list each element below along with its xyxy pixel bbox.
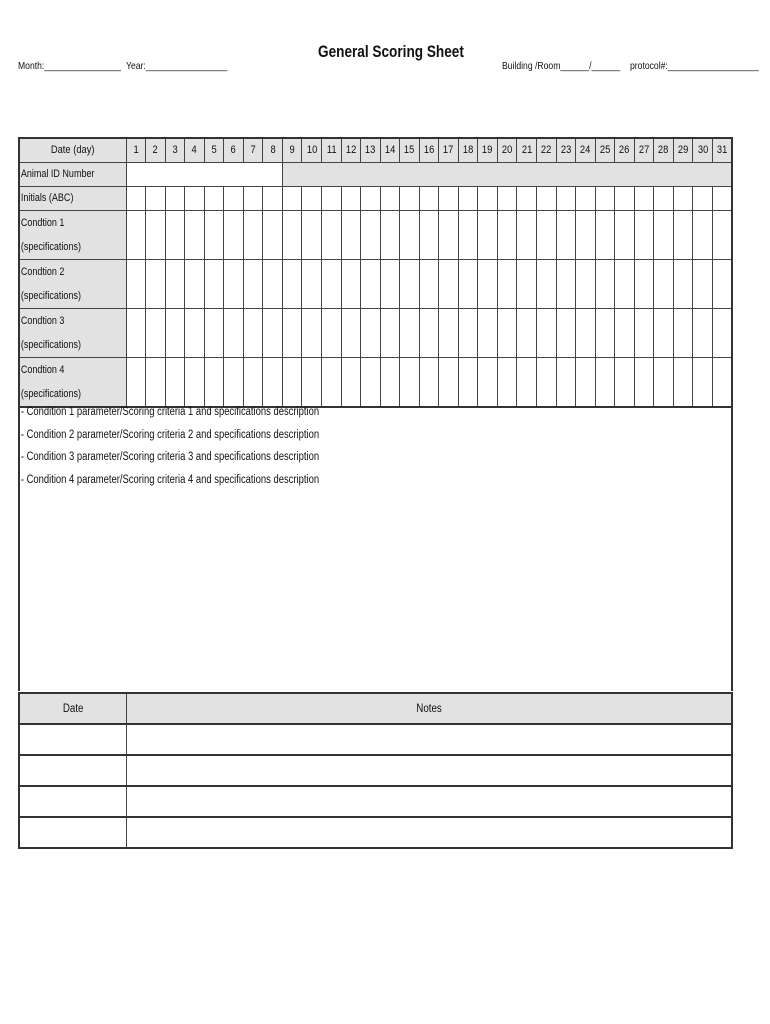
day-header-16: 16 [419,138,439,162]
condition-3-day-11-cell[interactable] [321,308,341,357]
day-header-15: 15 [400,138,420,162]
notes-notes-header: Notes [126,693,732,724]
condition-1-day-28-cell[interactable] [654,210,674,259]
condition-1-label: Condtion 1 (specifications) [19,210,126,259]
condition-4-day-14-cell[interactable] [380,357,400,407]
condition-3-day-1-cell[interactable] [126,308,146,357]
condition-4-day-17-cell[interactable] [439,357,459,407]
page-title: General Scoring Sheet [318,42,464,61]
condition-2-day-29-cell[interactable] [673,259,693,308]
initials-day-1-cell[interactable] [126,186,146,210]
initials-day-21-cell[interactable] [517,186,537,210]
condition-3-day-15-cell[interactable] [400,308,420,357]
condition-4-day-28-cell[interactable] [654,357,674,407]
condition-1-day-24-cell[interactable] [576,210,596,259]
initials-day-30-cell[interactable] [693,186,713,210]
notes-text-cell[interactable] [126,817,732,848]
notes-text-cell[interactable] [126,755,732,786]
condition-2-day-8-cell[interactable] [263,259,283,308]
condition-2-day-22-cell[interactable] [536,259,556,308]
condition-4-day-3-cell[interactable] [165,357,185,407]
condition-3-day-2-cell[interactable] [146,308,166,357]
day-header-11: 11 [321,138,341,162]
condition-1-day-21-cell[interactable] [517,210,537,259]
day-header-6: 6 [224,138,244,162]
condition-4-day-20-cell[interactable] [497,357,517,407]
condition-4-day-1-cell[interactable] [126,357,146,407]
initials-day-15-cell[interactable] [400,186,420,210]
initials-day-18-cell[interactable] [458,186,478,210]
condition-2-day-13-cell[interactable] [361,259,381,308]
condition-1-day-29-cell[interactable] [673,210,693,259]
animal-id-input[interactable] [126,162,282,186]
condition-3-day-4-cell[interactable] [185,308,205,357]
notes-table [18,692,733,849]
day-header-27: 27 [634,138,654,162]
condition-4-day-26-cell[interactable] [615,357,635,407]
condition-1-day-15-cell[interactable] [400,210,420,259]
condition-3-day-3-cell[interactable] [165,308,185,357]
condition-4-day-12-cell[interactable] [341,357,361,407]
notes-date-cell[interactable] [19,817,126,848]
condition-4-day-10-cell[interactable] [302,357,322,407]
day-header-10: 10 [302,138,322,162]
criteria-line: - Condition 1 parameter/Scoring criteria 1 and specifications description [20,406,320,418]
animal-id-shaded [282,162,732,186]
condition-2-day-25-cell[interactable] [595,259,615,308]
condition-2-day-30-cell[interactable] [693,259,713,308]
notes-text-cell[interactable] [126,724,732,755]
building-room-field[interactable]: Building /Room______/______ [502,60,621,72]
condition-2-day-16-cell[interactable] [419,259,439,308]
condition-2-day-2-cell[interactable] [146,259,166,308]
condition-2-day-15-cell[interactable] [400,259,420,308]
day-header-18: 18 [458,138,478,162]
condition-2-day-9-cell[interactable] [282,259,302,308]
condition-3-day-7-cell[interactable] [243,308,263,357]
initials-day-11-cell[interactable] [321,186,341,210]
initials-day-12-cell[interactable] [341,186,361,210]
protocol-field[interactable]: protocol#:___________________ [630,60,759,72]
day-header-5: 5 [204,138,224,162]
day-header-28: 28 [654,138,674,162]
condition-2-day-18-cell[interactable] [458,259,478,308]
condition-4-day-30-cell[interactable] [693,357,713,407]
initials-day-29-cell[interactable] [673,186,693,210]
initials-day-20-cell[interactable] [497,186,517,210]
year-field[interactable]: Year:_________________ [126,60,228,72]
day-header-14: 14 [380,138,400,162]
initials-day-10-cell[interactable] [302,186,322,210]
condition-3-day-16-cell[interactable] [419,308,439,357]
day-header-1: 1 [126,138,146,162]
condition-2-day-26-cell[interactable] [615,259,635,308]
condition-3-day-31-cell[interactable] [712,308,732,357]
condition-4-day-13-cell[interactable] [361,357,381,407]
condition-1-day-26-cell[interactable] [615,210,635,259]
notes-date-cell[interactable] [19,755,126,786]
condition-2-day-6-cell[interactable] [224,259,244,308]
condition-3-day-10-cell[interactable] [302,308,322,357]
condition-4-day-7-cell[interactable] [243,357,263,407]
condition-1-day-19-cell[interactable] [478,210,498,259]
condition-1-day-17-cell[interactable] [439,210,459,259]
condition-4-day-29-cell[interactable] [673,357,693,407]
condition-2-day-19-cell[interactable] [478,259,498,308]
condition-3-day-27-cell[interactable] [634,308,654,357]
condition-4-day-11-cell[interactable] [321,357,341,407]
condition-1-day-2-cell[interactable] [146,210,166,259]
day-header-12: 12 [341,138,361,162]
condition-2-day-1-cell[interactable] [126,259,146,308]
condition-2-day-3-cell[interactable] [165,259,185,308]
notes-date-cell[interactable] [19,724,126,755]
initials-day-14-cell[interactable] [380,186,400,210]
day-header-25: 25 [595,138,615,162]
condition-2-day-7-cell[interactable] [243,259,263,308]
condition-3-day-9-cell[interactable] [282,308,302,357]
condition-3-day-29-cell[interactable] [673,308,693,357]
initials-day-27-cell[interactable] [634,186,654,210]
condition-1-day-13-cell[interactable] [361,210,381,259]
notes-text-cell[interactable] [126,786,732,817]
day-header-2: 2 [146,138,166,162]
day-header-13: 13 [361,138,381,162]
condition-3-day-25-cell[interactable] [595,308,615,357]
condition-3-day-24-cell[interactable] [576,308,596,357]
initials-day-4-cell[interactable] [185,186,205,210]
condition-3-day-20-cell[interactable] [497,308,517,357]
animal-id-label: Animal ID Number [19,162,126,186]
condition-1-day-9-cell[interactable] [282,210,302,259]
day-header-20: 20 [497,138,517,162]
condition-3-day-23-cell[interactable] [556,308,576,357]
initials-day-22-cell[interactable] [536,186,556,210]
condition-3-day-21-cell[interactable] [517,308,537,357]
condition-2-day-31-cell[interactable] [712,259,732,308]
condition-4-day-19-cell[interactable] [478,357,498,407]
criteria-line: - Condition 4 parameter/Scoring criteria 4 and specifications description [20,473,320,486]
condition-4-day-21-cell[interactable] [517,357,537,407]
condition-1-day-7-cell[interactable] [243,210,263,259]
condition-3-day-26-cell[interactable] [615,308,635,357]
day-header-29: 29 [673,138,693,162]
condition-4-day-27-cell[interactable] [634,357,654,407]
day-header-8: 8 [263,138,283,162]
condition-3-day-28-cell[interactable] [654,308,674,357]
condition-2-day-23-cell[interactable] [556,259,576,308]
condition-1-day-10-cell[interactable] [302,210,322,259]
condition-1-day-22-cell[interactable] [536,210,556,259]
condition-1-day-18-cell[interactable] [458,210,478,259]
condition-4-day-16-cell[interactable] [419,357,439,407]
initials-day-24-cell[interactable] [576,186,596,210]
condition-2-day-14-cell[interactable] [380,259,400,308]
day-header-31: 31 [712,138,732,162]
initials-day-17-cell[interactable] [439,186,459,210]
condition-4-day-22-cell[interactable] [536,357,556,407]
day-header-30: 30 [693,138,713,162]
condition-3-day-22-cell[interactable] [536,308,556,357]
criteria-description-area [18,401,733,691]
condition-4-day-18-cell[interactable] [458,357,478,407]
condition-1-day-8-cell[interactable] [263,210,283,259]
initials-label: Initials (ABC) [19,186,126,210]
condition-1-day-5-cell[interactable] [204,210,224,259]
initials-day-19-cell[interactable] [478,186,498,210]
initials-day-31-cell[interactable] [712,186,732,210]
condition-1-day-27-cell[interactable] [634,210,654,259]
condition-1-day-25-cell[interactable] [595,210,615,259]
condition-4-day-24-cell[interactable] [576,357,596,407]
condition-2-day-27-cell[interactable] [634,259,654,308]
day-header-19: 19 [478,138,498,162]
condition-4-day-25-cell[interactable] [595,357,615,407]
initials-day-13-cell[interactable] [361,186,381,210]
condition-1-day-16-cell[interactable] [419,210,439,259]
condition-1-day-30-cell[interactable] [693,210,713,259]
condition-1-day-11-cell[interactable] [321,210,341,259]
day-header-22: 22 [536,138,556,162]
condition-2-day-5-cell[interactable] [204,259,224,308]
condition-3-day-14-cell[interactable] [380,308,400,357]
condition-1-day-14-cell[interactable] [380,210,400,259]
day-header-21: 21 [517,138,537,162]
initials-day-23-cell[interactable] [556,186,576,210]
initials-day-25-cell[interactable] [595,186,615,210]
date-day-header: Date (day) [19,138,126,162]
condition-4-day-23-cell[interactable] [556,357,576,407]
initials-day-8-cell[interactable] [263,186,283,210]
day-header-9: 9 [282,138,302,162]
initials-day-26-cell[interactable] [615,186,635,210]
condition-2-label: Condtion 2 (specifications) [19,259,126,308]
condition-3-day-18-cell[interactable] [458,308,478,357]
condition-4-day-4-cell[interactable] [185,357,205,407]
initials-day-9-cell[interactable] [282,186,302,210]
day-header-24: 24 [576,138,596,162]
condition-3-day-17-cell[interactable] [439,308,459,357]
day-header-3: 3 [165,138,185,162]
condition-2-day-11-cell[interactable] [321,259,341,308]
condition-2-day-12-cell[interactable] [341,259,361,308]
condition-3-day-19-cell[interactable] [478,308,498,357]
notes-date-header: Date [19,693,126,724]
condition-1-day-6-cell[interactable] [224,210,244,259]
condition-4-day-6-cell[interactable] [224,357,244,407]
condition-3-day-5-cell[interactable] [204,308,224,357]
initials-day-28-cell[interactable] [654,186,674,210]
condition-1-day-1-cell[interactable] [126,210,146,259]
initials-day-2-cell[interactable] [146,186,166,210]
condition-1-day-23-cell[interactable] [556,210,576,259]
condition-4-day-2-cell[interactable] [146,357,166,407]
criteria-line: - Condition 2 parameter/Scoring criteria 2 and specifications description [20,428,320,441]
initials-day-16-cell[interactable] [419,186,439,210]
initials-day-6-cell[interactable] [224,186,244,210]
condition-2-day-28-cell[interactable] [654,259,674,308]
day-header-23: 23 [556,138,576,162]
condition-2-day-17-cell[interactable] [439,259,459,308]
day-header-4: 4 [185,138,205,162]
condition-3-day-6-cell[interactable] [224,308,244,357]
initials-day-3-cell[interactable] [165,186,185,210]
condition-4-day-5-cell[interactable] [204,357,224,407]
initials-day-7-cell[interactable] [243,186,263,210]
condition-3-day-30-cell[interactable] [693,308,713,357]
condition-2-day-10-cell[interactable] [302,259,322,308]
day-header-17: 17 [439,138,459,162]
condition-4-day-9-cell[interactable] [282,357,302,407]
scoring-grid [18,137,733,408]
condition-1-day-31-cell[interactable] [712,210,732,259]
condition-2-day-24-cell[interactable] [576,259,596,308]
condition-3-day-13-cell[interactable] [361,308,381,357]
condition-3-day-8-cell[interactable] [263,308,283,357]
condition-3-label: Condtion 3 (specifications) [19,308,126,357]
month-field[interactable]: Month:________________ [18,60,121,72]
condition-1-day-12-cell[interactable] [341,210,361,259]
criteria-line: - Condition 3 parameter/Scoring criteria 3 and specifications description [20,451,320,463]
condition-4-day-15-cell[interactable] [400,357,420,407]
notes-date-cell[interactable] [19,786,126,817]
condition-4-day-31-cell[interactable] [712,357,732,407]
day-header-7: 7 [243,138,263,162]
condition-1-day-20-cell[interactable] [497,210,517,259]
condition-1-day-4-cell[interactable] [185,210,205,259]
condition-4-day-8-cell[interactable] [263,357,283,407]
initials-day-5-cell[interactable] [204,186,224,210]
condition-3-day-12-cell[interactable] [341,308,361,357]
condition-2-day-4-cell[interactable] [185,259,205,308]
condition-4-label: Condtion 4 (specifications) [19,357,126,407]
condition-1-day-3-cell[interactable] [165,210,185,259]
condition-2-day-21-cell[interactable] [517,259,537,308]
condition-2-day-20-cell[interactable] [497,259,517,308]
day-header-26: 26 [615,138,635,162]
